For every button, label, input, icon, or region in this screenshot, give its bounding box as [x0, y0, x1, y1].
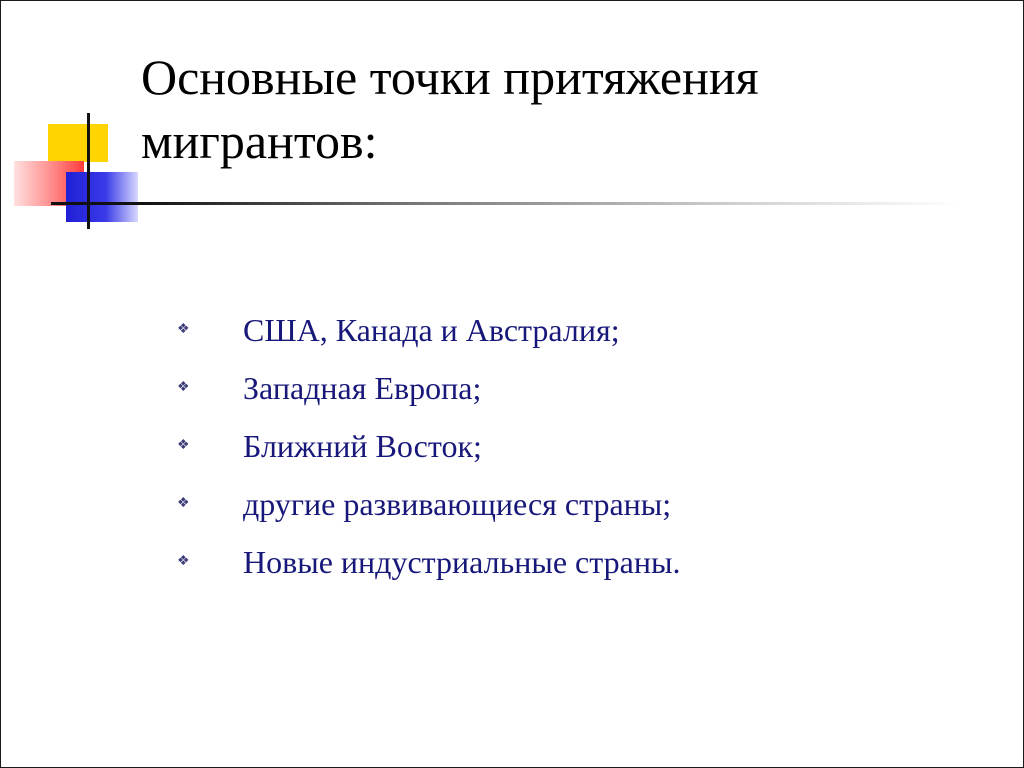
bullet-text: Западная Европа;	[243, 370, 482, 406]
bullet-text: Ближний Восток;	[243, 428, 482, 464]
vertical-rule	[87, 113, 90, 229]
bullet-text: другие развивающиеся страны;	[243, 486, 672, 522]
list-item	[177, 359, 680, 417]
list-item	[177, 533, 680, 591]
list-item	[177, 301, 680, 359]
diamond-bullet-icon: ❖	[177, 554, 190, 569]
list-item	[177, 417, 680, 475]
title-underline	[51, 202, 961, 205]
decorative-logo-block	[1, 1, 161, 241]
diamond-bullet-icon: ❖	[177, 322, 190, 337]
bullet-text: США, Канада и Австралия;	[243, 312, 620, 348]
slide-title	[141, 45, 1001, 173]
diamond-bullet-icon: ❖	[177, 380, 190, 395]
diamond-bullet-icon: ❖	[177, 438, 190, 453]
yellow-square	[48, 124, 108, 162]
diamond-bullet-icon: ❖	[177, 496, 190, 511]
bullet-list	[177, 301, 680, 591]
bullet-text: Новые индустриальные страны.	[243, 544, 681, 580]
title-line-1: Основные точки притяжения	[141, 49, 759, 105]
blue-gradient-square	[66, 172, 138, 222]
title-line-2: мигрантов:	[141, 113, 378, 169]
list-item	[177, 475, 680, 533]
